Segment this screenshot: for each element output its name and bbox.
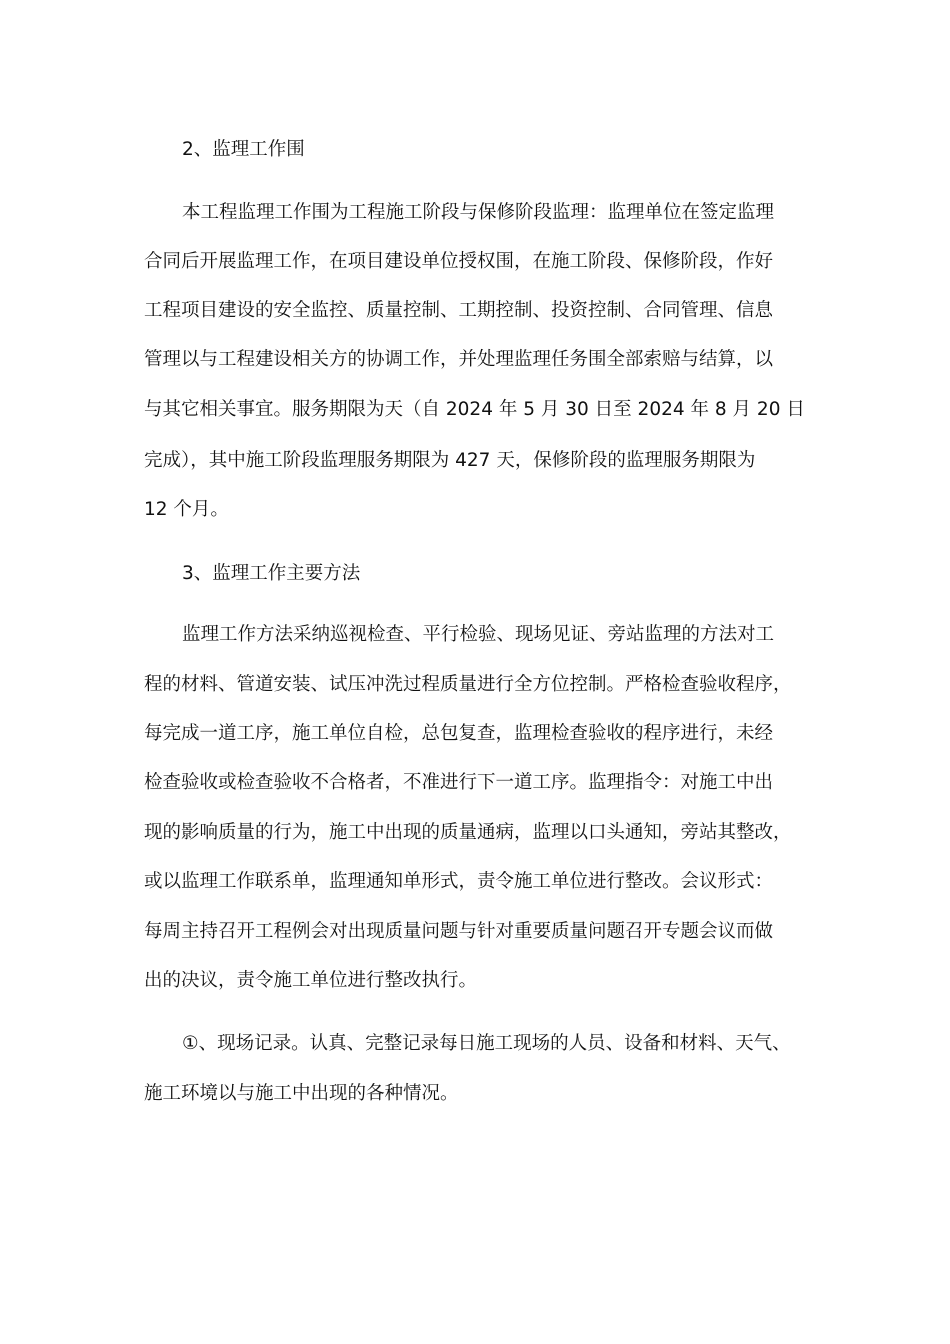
section-heading-methods: 3、监理工作主要方法 bbox=[182, 563, 361, 584]
paragraph-line: 程的材料、管道安装、试压冲洗过程质量进行全方位控制。严格检查验收程序， bbox=[144, 674, 792, 695]
paragraph-line: 每完成一道工序，施工单位自检，总包复查，监理检查验收的程序进行，未经 bbox=[144, 723, 774, 744]
paragraph-line: ①、现场记录。认真、完整记录每日施工现场的人员、设备和材料、天气、 bbox=[182, 1033, 791, 1054]
paragraph-line: 监理工作方法采纳巡视检查、平行检验、现场见证、旁站监理的方法对工 bbox=[182, 624, 775, 645]
paragraph-line: 本工程监理工作围为工程施工阶段与保修阶段监理：监理单位在签定监理 bbox=[182, 202, 775, 223]
paragraph-line: 检查验收或检查验收不合格者，不准进行下一道工序。监理指令：对施工中出 bbox=[144, 772, 774, 793]
paragraph-line: 每周主持召开工程例会对出现质量问题与针对重要质量问题召开专题会议而做 bbox=[144, 921, 774, 942]
paragraph-line: 合同后开展监理工作，在项目建设单位授权围，在施工阶段、保修阶段，作好 bbox=[144, 251, 774, 272]
paragraph-line: 工程项目建设的安全监控、质量控制、工期控制、投资控制、合同管理、信息 bbox=[144, 300, 774, 321]
paragraph-line: 管理以与工程建设相关方的协调工作，并处理监理任务围全部索赔与结算，以 bbox=[144, 349, 774, 370]
paragraph-line: 施工环境以与施工中出现的各种情况。 bbox=[144, 1083, 459, 1104]
section-heading-scope: 2、监理工作围 bbox=[182, 139, 305, 160]
paragraph-line: 与其它相关事宜。服务期限为天（自 2024 年 5 月 30 日至 2024 年 8 月 20 日 bbox=[144, 399, 805, 420]
paragraph-line: 12 个月。 bbox=[144, 499, 229, 520]
paragraph-line: 或以监理工作联系单，监理通知单形式，责令施工单位进行整改。会议形式： bbox=[144, 871, 774, 892]
paragraph-line: 出的决议，责令施工单位进行整改执行。 bbox=[144, 970, 478, 991]
paragraph-line: 现的影响质量的行为，施工中出现的质量通病，监理以口头通知，旁站其整改， bbox=[144, 822, 792, 843]
paragraph-line: 完成），其中施工阶段监理服务期限为 427 天，保修阶段的监理服务期限为 bbox=[144, 450, 756, 471]
